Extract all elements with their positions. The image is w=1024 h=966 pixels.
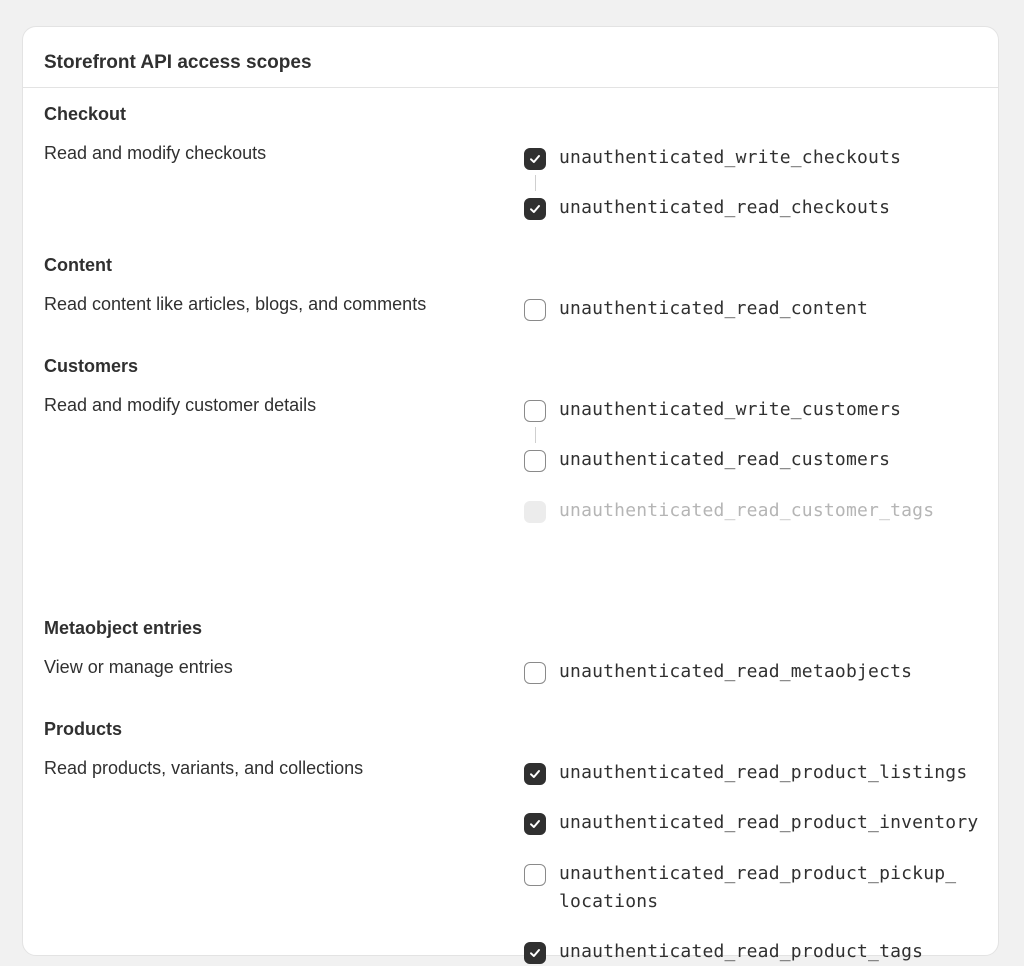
checkbox[interactable] [524, 299, 546, 321]
scope-connector-line [535, 427, 536, 443]
checkbox[interactable] [524, 763, 546, 785]
card-header [23, 27, 998, 88]
checkbox[interactable] [524, 148, 546, 170]
scope-label [559, 860, 956, 916]
scope-unauthenticated-read-product-inventory[interactable] [524, 812, 978, 837]
scope-unauthenticated-read-content[interactable] [524, 298, 868, 323]
checkbox[interactable] [524, 864, 546, 886]
scope-label: unauthenticated_read_checkouts [559, 197, 891, 218]
scope-label: unauthenticated_read_product_listings [559, 762, 968, 783]
checkmark-icon [528, 946, 542, 960]
checkmark-icon [528, 817, 542, 831]
scope-unauthenticated-read-customers[interactable] [524, 449, 890, 474]
checkbox[interactable] [524, 942, 546, 964]
section-title: Content [44, 255, 112, 275]
section-description: Read content like articles, blogs, and comments [44, 294, 427, 314]
section-title: Products [44, 719, 123, 739]
scope-unauthenticated-read-product-pickup-locations[interactable] [524, 863, 956, 916]
scope-unauthenticated-write-checkouts[interactable] [524, 147, 901, 172]
scope-label: unauthenticated_read_customers [559, 449, 891, 470]
scope-unauthenticated-read-product-listings[interactable] [524, 762, 967, 787]
checkbox[interactable] [524, 400, 546, 422]
checkbox[interactable] [524, 198, 546, 220]
scope-label-line-2: locations [559, 891, 659, 912]
scope-label: unauthenticated_read_product_tags [559, 941, 924, 962]
checkmark-icon [528, 152, 542, 166]
scope-label: unauthenticated_write_customers [559, 399, 902, 420]
section-description: View or manage entries [44, 657, 233, 677]
checkbox[interactable] [524, 450, 546, 472]
scope-connector-line [535, 175, 536, 191]
section-title: Checkout [44, 104, 127, 124]
checkbox[interactable] [524, 662, 546, 684]
section-description: Read and modify checkouts [44, 143, 267, 163]
checkbox-disabled [524, 501, 546, 523]
checkbox[interactable] [524, 813, 546, 835]
card-title: Storefront API access scopes [44, 52, 312, 73]
scope-label: unauthenticated_read_customer_tags [559, 500, 935, 521]
scope-unauthenticated-read-customer-tags [524, 500, 934, 525]
section-description: Read and modify customer details [44, 395, 317, 415]
scope-unauthenticated-read-checkouts[interactable] [524, 197, 890, 222]
section-title: Customers [44, 356, 139, 376]
section-description: Read products, variants, and collections [44, 758, 364, 778]
scope-label: unauthenticated_read_content [559, 298, 869, 319]
scope-unauthenticated-read-metaobjects[interactable] [524, 661, 912, 686]
storefront-api-scopes-card [22, 26, 999, 962]
scope-label-line-1: unauthenticated_read_product_pickup_ [559, 863, 957, 884]
scope-unauthenticated-write-customers[interactable] [524, 399, 901, 424]
checkmark-icon [528, 202, 542, 216]
section-title: Metaobject entries [44, 618, 203, 638]
checkmark-icon [528, 767, 542, 781]
scope-unauthenticated-read-product-tags[interactable] [524, 941, 923, 966]
scope-label: unauthenticated_read_metaobjects [559, 661, 913, 682]
scope-label: unauthenticated_write_checkouts [559, 147, 902, 168]
scope-label: unauthenticated_read_product_inventory [559, 812, 979, 833]
